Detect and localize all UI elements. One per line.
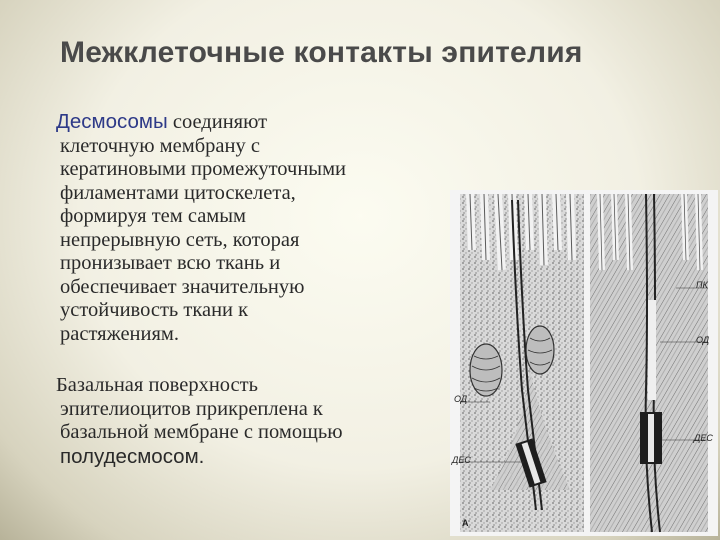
paragraph-line: базальной мембране с помощью <box>60 421 343 443</box>
paragraph-line: эпителиоцитов прикреплена к <box>60 397 323 420</box>
paragraph-line: Десмосомы соединяют <box>56 110 268 133</box>
paragraph-line: растяжениям. <box>60 322 180 345</box>
micrograph-figure <box>450 190 718 536</box>
paragraph-line: кератиновыми промежуточными <box>60 158 347 180</box>
figure-label-panel-a: А <box>462 518 469 528</box>
paragraph-line: непрерывную сеть, которая <box>60 228 300 251</box>
figure-label-od-left: ОД <box>454 394 468 404</box>
desmosome-micrograph-image <box>450 190 718 536</box>
figure-label-pk: ПК <box>696 280 708 290</box>
paragraph-line: устойчивость ткани к <box>60 299 249 321</box>
figure-label-des-left: ДЕС <box>452 455 471 465</box>
paragraph-line: филаментами цитоскелета, <box>60 181 296 204</box>
paragraph-line: обеспечивает значительную <box>60 275 305 298</box>
figure-label-od-right: ОД <box>696 335 710 345</box>
desmosome-paragraph <box>56 110 416 346</box>
hemidesmosome-paragraph <box>56 374 436 468</box>
figure-label-des-right: ДЕС <box>694 433 713 443</box>
desmosome-term: Десмосомы <box>56 110 168 133</box>
paragraph-line: полудесмосом. <box>60 444 205 468</box>
paragraph-line: пронизывает всю ткань и <box>60 252 281 274</box>
paragraph-line: клеточную мембрану с <box>60 134 260 157</box>
paragraph-line: Базальная поверхность <box>56 374 258 396</box>
slide-title: Межклеточные контакты эпителия <box>60 36 583 69</box>
paragraph-line: формируя тем самым <box>60 205 247 227</box>
